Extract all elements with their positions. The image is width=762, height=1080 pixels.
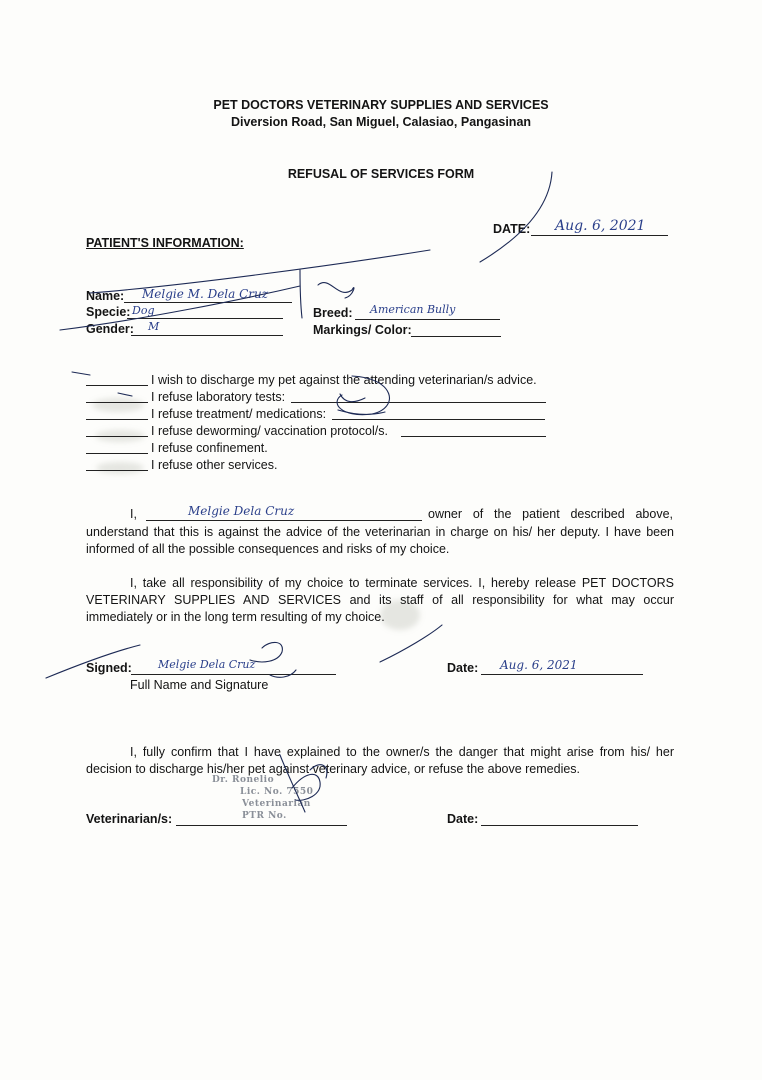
statement-p1-rest: understand that this is against the advice of the veterinarian in charge on his/ her deputy. I have been informed of all the possible consequences and risks of my choice. [86,525,674,556]
date-top-label: DATE: [493,222,531,236]
refusal-item: I refuse laboratory tests: [151,390,286,404]
signed-value: Melgie Dela Cruz [158,658,256,671]
signed-label: Signed: [86,661,132,675]
gender-label: Gender: [86,322,134,336]
specie-label: Specie: [86,305,131,319]
refusal-item: I refuse other services. [151,458,278,472]
specie-value: Dog [132,304,155,317]
name-value: Melgie M. Dela Cruz [142,287,269,301]
refusal-item: I refuse deworming/ vaccination protocol/s. [151,424,388,438]
statement-p1-tail: owner of the patient described above, [428,507,673,521]
stamp-title: Veterinarian [242,799,311,809]
stamp-ptr: PTR No. [242,811,287,821]
company-name: PET DOCTORS VETERINARY SUPPLIES AND SERVICES [213,98,549,112]
gender-value: M [148,320,160,333]
patient-info-heading: PATIENT'S INFORMATION: [86,236,244,250]
markings-label: Markings/ Color: [313,323,412,337]
vet-date-label: Date: [447,812,479,826]
refusal-item: I wish to discharge my pet against the attending veterinarian/s advice. [151,373,537,387]
signed-caption: Full Name and Signature [130,678,269,692]
vet-confirmation: I, fully confirm that I have explained to the owner/s the danger that might arise from his/ her decision to discharge his/her pet against veterinary advice, or refuse the above remedies. [86,745,674,776]
signed-date-label: Date: [447,661,479,675]
statement-p2: I, take all responsibility of my choice to terminate services. I, hereby release PET DOCTORS VETERINARY SUPPLIES AND SERVICES and its staff of all responsibility for what may occur immediately or in the long term resulting of my choice. [86,576,674,624]
breed-label: Breed: [313,306,353,320]
statement-i: I, [130,507,137,521]
form-title: REFUSAL OF SERVICES FORM [287,167,475,181]
owner-name: Melgie Dela Cruz [188,504,295,518]
breed-value: American Bully [370,303,456,316]
vet-label: Veterinarian/s: [86,812,173,826]
stamp-license: Lic. No. 7550 [240,787,314,797]
name-label: Name: [86,289,125,303]
refusal-item: I refuse treatment/ medications: [151,407,327,421]
date-top-value: Aug. 6, 2021 [555,218,646,234]
stamp-name: Dr. Ronelio [212,775,275,785]
signed-date-value: Aug. 6, 2021 [500,658,578,672]
refusal-item: I refuse confinement. [151,441,268,455]
company-address: Diversion Road, San Miguel, Calasiao, Pangasinan [230,115,532,129]
